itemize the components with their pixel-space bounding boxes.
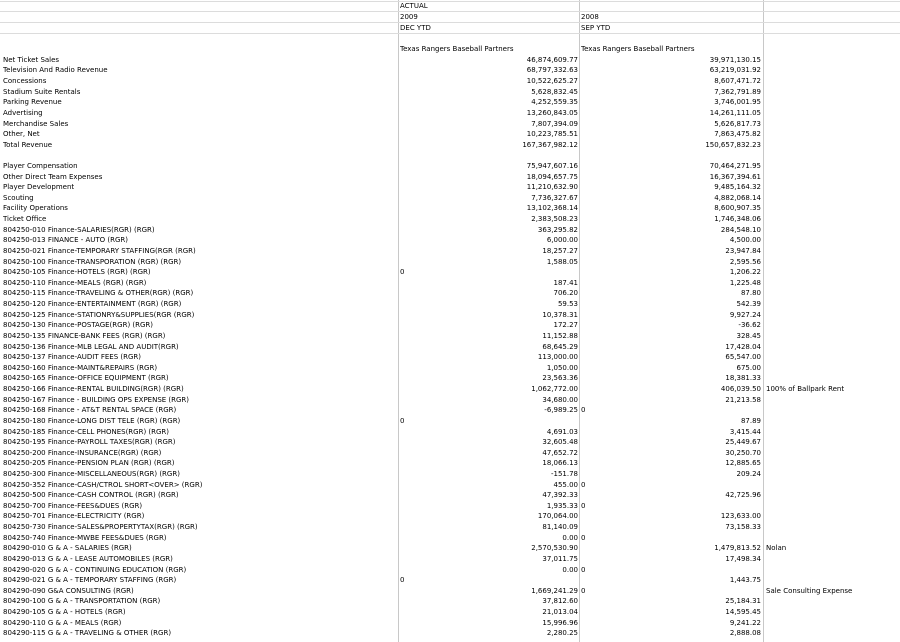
value-2008: 21,213.58 [725,395,761,404]
table-row [0,352,900,363]
row-label: 804250-100 Finance-TRANSPORATION (RGR) (RGR) [3,257,182,266]
value-2008: 284,548.10 [720,225,761,234]
row-label: Other, Net [3,130,40,139]
table-row [0,235,900,246]
value-2009: 172.27 [553,321,578,330]
value-2009: 7,807,394.09 [531,119,578,128]
table-row [0,416,900,427]
value-2009: 10,522,625.27 [526,77,578,86]
row-note: 100% of Ballpark Rent [766,385,845,394]
zero-2008: 0 [581,406,586,415]
value-2009: 7,736,327.67 [531,193,578,202]
table-row [0,119,900,130]
row-label: 804290-020 G & A - CONTINUING EDUCATION (RGR) [3,565,187,574]
row-label: 804290-021 G & A - TEMPORARY STAFFING (RGR) [3,576,177,585]
value-2009: 455.00 [553,480,578,489]
zero-2009: 0 [400,268,405,277]
zero-2008: 0 [581,586,586,595]
table-row [0,140,900,151]
value-2008: 16,367,394.61 [709,172,761,181]
value-2008: 87.80 [740,289,761,298]
table-row [0,150,900,161]
table-row [0,87,900,98]
value-2008: 65,547.00 [725,353,761,362]
value-2009: 15,996.96 [542,618,578,627]
value-2009: 187.41 [553,278,578,287]
header-row-actual [0,1,900,12]
value-2009: 18,066.13 [542,459,578,468]
value-2008: 4,500.00 [729,236,761,245]
value-2008: 23,947.84 [725,246,761,255]
value-2009: 2,383,508.23 [531,215,578,224]
row-label: 804250-167 Finance - BUILDING OPS EXPENSE (RGR) [3,395,190,404]
period-2008: SEP YTD [581,24,611,32]
value-2008: 17,498.34 [725,554,761,563]
value-2008: 18,381.33 [725,374,761,383]
table-row [0,267,900,278]
row-label: 804250-115 Finance-TRAVELING & OTHER(RGR) (RGR) [3,289,194,298]
row-label: 804250-200 Finance-INSURANCE(RGR) (RGR) [3,448,162,457]
value-2008: 5,626,817.73 [714,119,761,128]
table-row [0,363,900,374]
row-label: 804250-021 Finance-TEMPORARY STAFFING(RGR (RGR) [3,246,196,255]
table-row [0,618,900,629]
row-label: Total Revenue [3,140,53,149]
table-row [0,278,900,289]
row-label: Net Ticket Sales [3,55,60,64]
value-2009: -151.78 [550,469,578,478]
table-row [0,490,900,501]
value-2009: 170,064.00 [537,512,578,521]
table-row [0,299,900,310]
value-2008: 30,250.70 [725,448,761,457]
row-label: Television And Radio Revenue [3,66,108,75]
table-row [0,596,900,607]
table-row [0,543,900,554]
value-2009: 21,013.04 [542,608,578,617]
value-2008: 1,479,813.52 [714,544,761,553]
table-row [0,373,900,384]
row-label: 804290-105 G & A - HOTELS (RGR) [3,608,126,617]
row-label: 804250-166 Finance-RENTAL BUILDING(RGR) (RGR) [3,385,184,394]
row-label: 804250-120 Finance-ENTERTAINMENT (RGR) (RGR) [3,300,182,309]
table-row [0,65,900,76]
value-2009: 706.20 [553,289,578,298]
row-label: 804250-300 Finance-MISCELLANEOUS(RGR) (RGR) [3,469,180,478]
value-2008: 150,657,832.23 [705,140,761,149]
value-2009: 37,011.75 [542,554,578,563]
entity-2008: Texas Rangers Baseball Partners [581,45,695,53]
value-2008: 8,607,471.72 [714,77,761,86]
value-2009: 81,140.09 [542,523,578,532]
value-2008: 63,219,031.92 [709,66,761,75]
value-2009: 10,378.31 [542,310,578,319]
value-2009: 0.00 [562,565,578,574]
zero-2008: 0 [581,501,586,510]
value-2008: 25,184.31 [725,597,761,606]
table-row [0,97,900,108]
row-label: 804250-110 Finance-MEALS (RGR) (RGR) [3,278,147,287]
value-2008: 1,225.48 [729,278,761,287]
row-note: Sale Consulting Expense [766,586,853,595]
value-2009: 4,252,559.35 [531,98,578,107]
value-2009: 47,652.72 [542,448,578,457]
table-row [0,469,900,480]
row-label: 804290-100 G & A - TRANSPORTATION (RGR) [3,597,161,606]
row-label: 804250-165 Finance-OFFICE EQUIPMENT (RGR) [3,374,169,383]
row-label: Player Compensation [3,162,78,170]
row-label: 804250-010 Finance-SALARIES(RGR) (RGR) [3,225,155,234]
zero-2008: 0 [581,565,586,574]
value-2008: 14,595.45 [725,608,761,617]
table-row [0,458,900,469]
value-2008: 675.00 [736,363,761,372]
table-row [0,225,900,236]
table-row [0,161,900,172]
value-2008: 9,927.24 [729,310,761,319]
value-2008: 39,971,130.15 [709,55,761,64]
value-2008: 2,888.08 [729,629,761,638]
row-label: 804290-013 G & A - LEASE AUTOMOBILES (RGR) [3,554,173,563]
value-2008: 73,158.33 [725,523,761,532]
value-2008: 3,746,001.95 [714,98,761,107]
row-label: 804250-701 Finance-ELECTRICITY (RGR) [3,512,145,521]
value-2009: 23,563.36 [542,374,578,383]
row-label: 804250-180 Finance-LONG DIST TELE (RGR) (RGR) [3,416,181,425]
row-label: 804250-740 Finance-MWBE FEES&DUES (RGR) [3,533,167,542]
value-2009: 68,645.29 [542,342,578,351]
table-row [0,554,900,565]
header-row-entity [0,44,900,55]
value-2009: 59.53 [557,300,578,309]
value-2009: 10,223,785.51 [526,130,578,139]
value-2008: 70,464,271.95 [709,162,761,170]
year-2009: 2009 [400,13,418,21]
table-row [0,448,900,459]
row-label: 804250-195 Finance-PAYROLL TAXES(RGR) (RGR) [3,438,176,447]
value-2008: 1,443.75 [729,576,761,585]
value-2008: 12,885.65 [725,459,761,468]
table-row [0,342,900,353]
value-2009: 1,669,241.29 [531,586,578,595]
table-row [0,257,900,268]
row-label: 804250-013 FINANCE - AUTO (RGR) [3,236,129,245]
row-label: Facility Operations [3,204,68,213]
table-row [0,427,900,438]
row-label: 804250-730 Finance-SALES&PROPERTYTAX(RGR) (RGR) [3,523,198,532]
row-label: 804250-185 Finance-CELL PHONES(RGR) (RGR) [3,427,170,436]
value-2009: 18,257.27 [542,246,578,255]
row-label: 804250-160 Finance-MAINT&REPAIRS (RGR) [3,363,158,372]
value-2009: 11,210,632.90 [526,183,578,192]
table-row [0,405,900,416]
row-label: 804250-500 Finance-CASH CONTROL (RGR) (RGR) [3,491,179,500]
row-label: 804250-125 Finance-STATIONRY&SUPPLIES(RGR (RGR) [3,310,195,319]
value-2008: 7,362,791.89 [714,87,761,96]
value-2008: 542.39 [736,300,761,309]
value-2008: 328.45 [736,331,761,340]
header-row-year [0,12,900,23]
value-2008: 9,241.22 [729,618,761,627]
value-2008: 8,600,907.35 [714,204,761,213]
value-2008: 9,485,164.32 [714,183,761,192]
year-2008: 2008 [581,13,599,21]
table-row [0,193,900,204]
value-2008: 406,039.50 [720,385,761,394]
row-label: 804250-205 Finance-PENSION PLAN (RGR) (RGR) [3,459,175,468]
value-2009: 0.00 [562,533,578,542]
row-label: 804250-168 Finance - AT&T RENTAL SPACE (RGR) [3,406,177,415]
row-label: Parking Revenue [3,98,62,107]
value-2008: 209.24 [736,469,761,478]
row-label: 804290-115 G & A - TRAVELING & OTHER (RGR) [3,629,172,638]
table-row [0,437,900,448]
value-2009: 6,000.00 [546,236,578,245]
table-row [0,246,900,257]
row-label: 804250-352 Finance-CASH/CTROL SHORT<OVER> (RGR) [3,480,203,489]
row-label: Advertising [3,108,43,117]
table-row [0,55,900,66]
table-row [0,203,900,214]
row-label: 804250-700 Finance-FEES&DUES (RGR) [3,501,143,510]
value-2009: 2,280.25 [546,629,578,638]
table-row [0,182,900,193]
row-label: 804250-130 Finance-POSTAGE(RGR) (RGR) [3,321,154,330]
value-2009: -6,989.25 [544,406,578,415]
value-2008: 87.89 [740,416,761,425]
zero-2009: 0 [400,576,405,585]
row-label: Other Direct Team Expenses [3,172,103,181]
actual-label: ACTUAL [400,2,428,10]
value-2009: 11,152.88 [542,331,578,340]
zero-2009: 0 [400,416,405,425]
value-2009: 68,797,332.63 [526,66,578,75]
value-2008: 123,633.00 [720,512,761,521]
table-row [0,76,900,87]
table-row [0,522,900,533]
value-2008: 17,428.04 [725,342,761,351]
value-2008: 7,863,475.82 [714,130,761,139]
table-row [0,172,900,183]
value-2008: 25,449.67 [725,438,761,447]
table-row [0,384,900,395]
table-row [0,320,900,331]
table-row [0,331,900,342]
table-row [0,575,900,586]
row-label: Concessions [3,77,47,86]
table-row [0,395,900,406]
value-2008: 42,725.96 [725,491,761,500]
value-2009: 75,947,607.16 [526,162,578,170]
value-2008: 3,415.44 [729,427,761,436]
value-2008: 4,882,068.14 [714,193,761,202]
row-label: 804250-137 Finance-AUDIT FEES (RGR) [3,353,142,362]
value-2009: 34,680.00 [542,395,578,404]
value-2009: 37,812.60 [542,597,578,606]
header-row-period [0,23,900,34]
value-2009: 2,570,530.90 [531,544,578,553]
row-label: Merchandise Sales [3,119,69,128]
row-label: 804290-090 G&A CONSULTING (RGR) [3,586,134,595]
table-row [0,607,900,618]
table-row [0,586,900,597]
table-row [0,288,900,299]
zero-2008: 0 [581,533,586,542]
value-2009: 1,588.05 [546,257,578,266]
value-2009: 363,295.82 [537,225,578,234]
row-label: 804290-010 G & A - SALARIES (RGR) [3,544,132,553]
row-label: 804290-110 G & A - MEALS (RGR) [3,618,122,627]
value-2009: 4,691.03 [546,427,578,436]
value-2009: 113,000.00 [537,353,578,362]
value-2009: 167,367,982.12 [522,140,578,149]
value-2009: 32,605.48 [542,438,578,447]
value-2008: -36.62 [738,321,761,330]
table-row [0,129,900,140]
row-label: 804250-105 Finance-HOTELS (RGR) (RGR) [3,268,151,277]
row-label: Player Development [3,183,75,192]
value-2008: 1,206.22 [729,268,761,277]
table-row [0,565,900,576]
value-2008: 14,261,111.05 [709,108,761,117]
table-row [0,501,900,512]
row-label: Stadium Suite Rentals [3,87,81,96]
value-2009: 13,260,843.05 [526,108,578,117]
value-2008: 1,746,348.06 [714,215,761,224]
row-label: Scouting [3,193,34,202]
row-label: 804250-136 Finance-MLB LEGAL AND AUDIT(RGR) [3,342,179,351]
table-row [0,628,900,639]
value-2009: 46,874,609.77 [526,55,578,64]
value-2009: 1,062,772.00 [531,385,578,394]
table-row [0,310,900,321]
table-row [0,480,900,491]
row-label: 804250-135 FINANCE-BANK FEES (RGR) (RGR) [3,331,166,340]
value-2009: 13,102,368.14 [526,204,578,213]
value-2008: 2,595.56 [729,257,761,266]
table-row [0,533,900,544]
table-row [0,511,900,522]
value-2009: 1,935.33 [546,501,578,510]
table-row [0,214,900,225]
period-2009: DEC YTD [400,24,431,32]
value-2009: 5,628,832.45 [531,87,578,96]
zero-2008: 0 [581,480,586,489]
table-row [0,108,900,119]
value-2009: 18,094,657.75 [526,172,578,181]
value-2009: 47,392.33 [542,491,578,500]
entity-2009: Texas Rangers Baseball Partners [400,45,514,53]
row-label: Ticket Office [3,215,47,224]
row-note: Nolan [766,544,787,553]
value-2009: 1,050.00 [546,363,578,372]
